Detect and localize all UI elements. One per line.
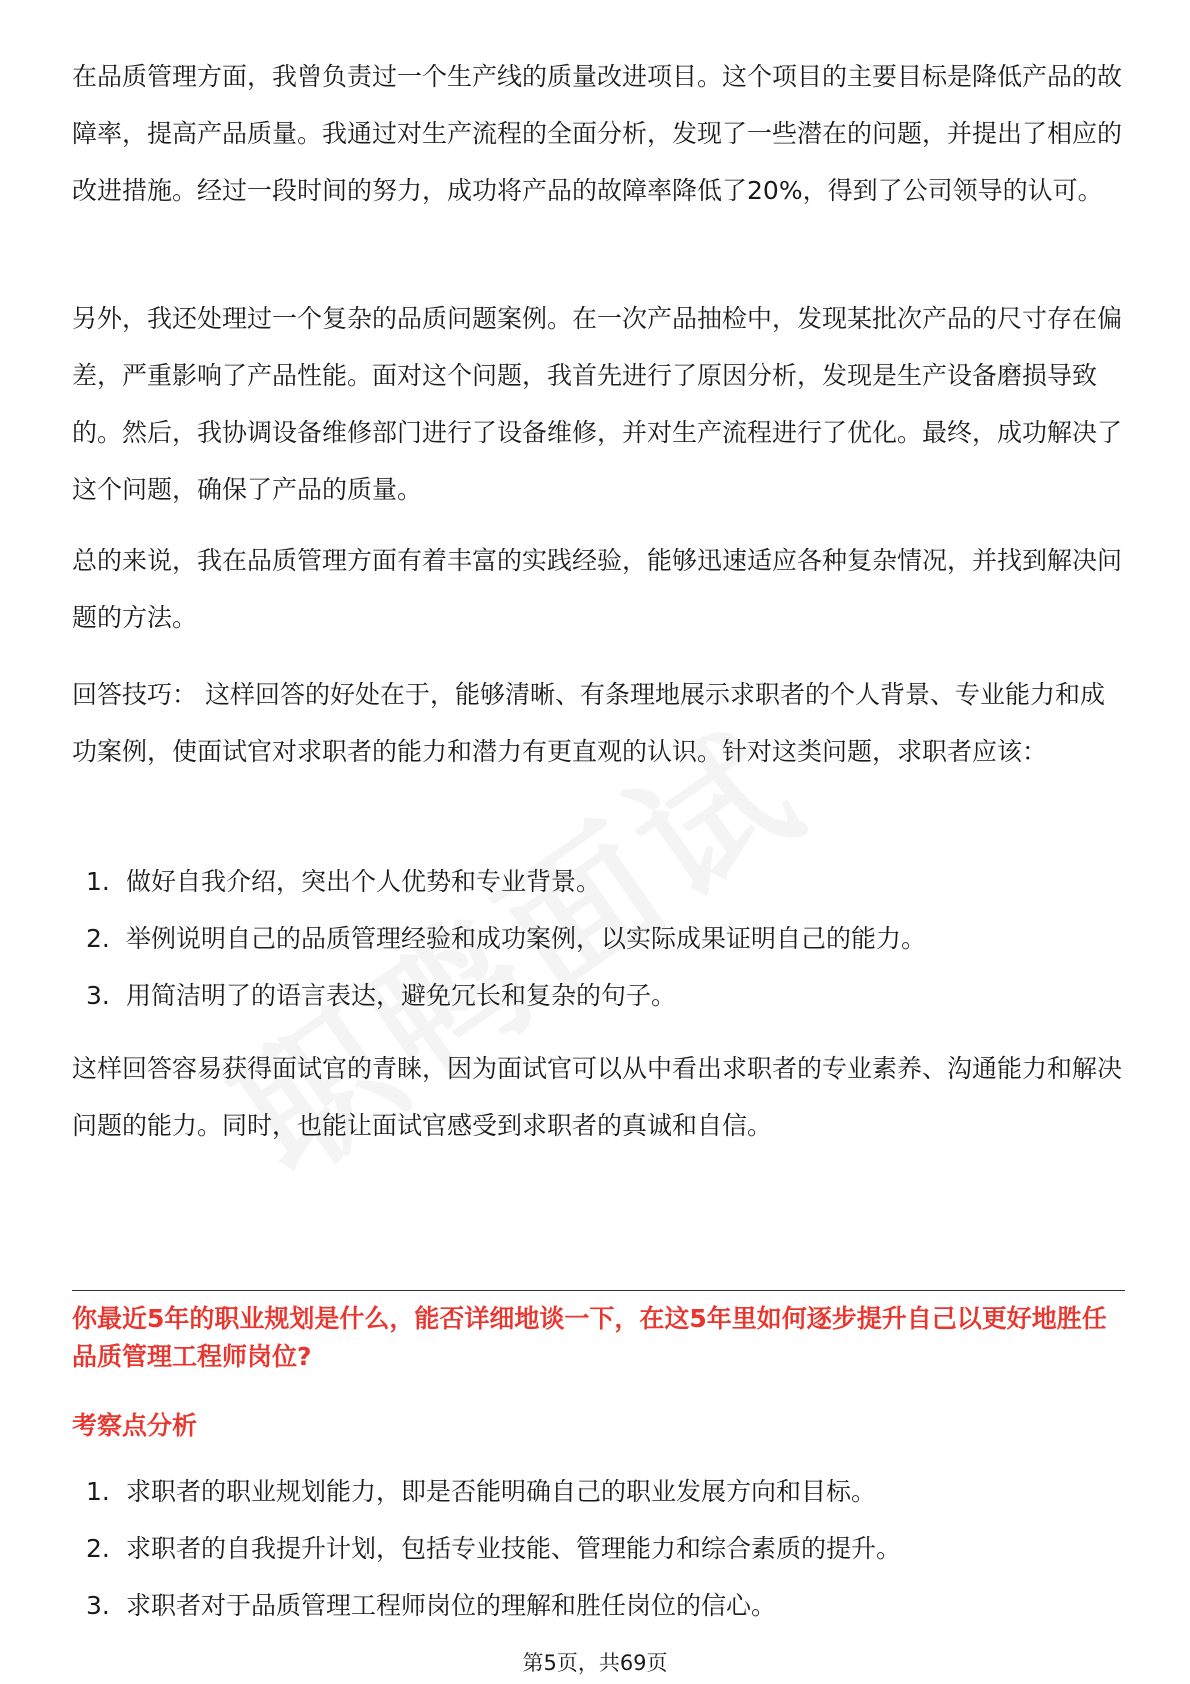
paragraph-complex-case: 另外，我还处理过一个复杂的品质问题案例。在一次产品抽检中，发现某批次产品的尺寸存在偏差，严重影响了产品性能。面对这个问题，我首先进行了原因分析，发现是生产设备磨损导致的。然后，我协调设备维修部门进行了设备维修，并对生产流程进行了优化。最终，成功解决了这个问题，确保了产品的质量。 [72, 304, 1123, 504]
analysis-list [72, 1463, 1122, 1634]
paragraph-conclusion: 这样回答容易获得面试官的青睐，因为面试官可以从中看出求职者的专业素养、沟通能力和解决问题的能力。同时，也能让面试官感受到求职者的真诚和自信。 [72, 1054, 1123, 1140]
list-item: 1. 做好自我介绍，突出个人优势和专业背景。 [86, 867, 602, 896]
analysis-heading: 考察点分析 [72, 1411, 198, 1440]
interview-question: 你最近5年的职业规划是什么，能否详细地谈一下，在这5年里如何逐步提升自己以更好地胜任品质管理工程师岗位? [72, 1304, 1107, 1371]
page-number: 第5页，共69页 [522, 1651, 668, 1675]
list-item: 2. 求职者的自我提升计划，包括专业技能、管理能力和综合素质的提升。 [86, 1534, 902, 1563]
paragraph-quality-project: 在品质管理方面，我曾负责过一个生产线的质量改进项目。这个项目的主要目标是降低产品的故障率，提高产品质量。我通过对生产流程的全面分析，发现了一些潜在的问题，并提出了相应的改进措施。经过一段时间的努力，成功将产品的故障率降低了20%，得到了公司领导的认可。 [72, 62, 1123, 205]
list-item: 2. 举例说明自己的品质管理经验和成功案例，以实际成果证明自己的能力。 [86, 924, 927, 953]
tips-list [72, 853, 1122, 1024]
list-item: 3. 用简洁明了的语言表达，避免冗长和复杂的句子。 [86, 981, 677, 1010]
list-item: 1. 求职者的职业规划能力，即是否能明确自己的职业发展方向和目标。 [86, 1477, 877, 1506]
paragraph-answer-tips: 回答技巧： 这样回答的好处在于，能够清晰、有条理地展示求职者的个人背景、专业能力和成功案例，使面试官对求职者的能力和潜力有更直观的认识。针对这类问题，求职者应该： [72, 680, 1105, 766]
list-item: 3. 求职者对于品质管理工程师岗位的理解和胜任岗位的信心。 [86, 1591, 777, 1620]
section-divider [72, 1290, 1125, 1291]
paragraph-summary: 总的来说，我在品质管理方面有着丰富的实践经验，能够迅速适应各种复杂情况，并找到解决问题的方法。 [72, 546, 1123, 632]
